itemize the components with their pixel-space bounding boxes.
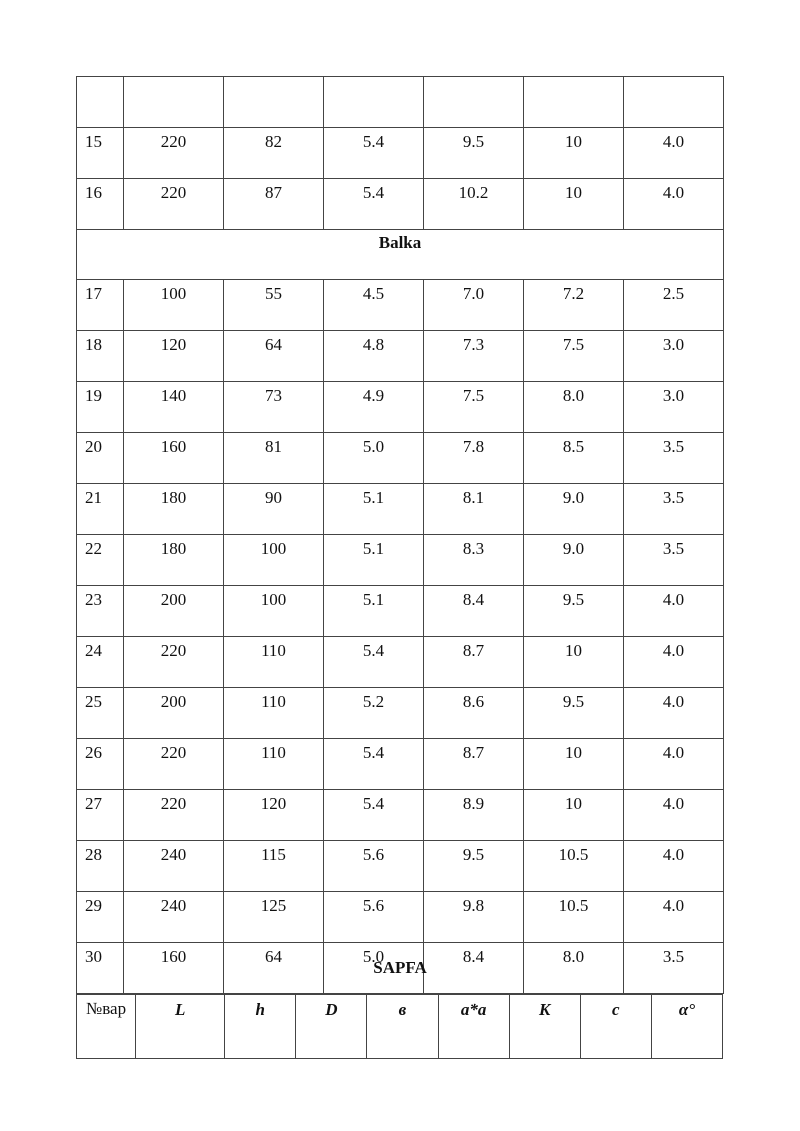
table-cell: 110 [224, 637, 324, 688]
table-cell: 10 [524, 128, 624, 179]
table-cell: 8.4 [424, 586, 524, 637]
table-cell: 3.5 [624, 535, 724, 586]
row-number-cell: 20 [77, 433, 124, 484]
row-number-cell: 25 [77, 688, 124, 739]
row-number-cell: 18 [77, 331, 124, 382]
table-cell: 5.4 [324, 637, 424, 688]
table-cell: 5.1 [324, 586, 424, 637]
table-row [77, 688, 724, 739]
table-cell: 5.6 [324, 892, 424, 943]
table-row [77, 892, 724, 943]
table-row [77, 739, 724, 790]
table-row [77, 433, 724, 484]
table-cell: 8.7 [424, 739, 524, 790]
table-cell: 4.0 [624, 892, 724, 943]
section-label: Balka [77, 230, 724, 280]
table-cell: 3.5 [624, 484, 724, 535]
table-row [77, 790, 724, 841]
table-cell: 64 [224, 943, 324, 994]
table-cell: 8.7 [424, 637, 524, 688]
table-cell: 180 [124, 535, 224, 586]
table-cell: 5.1 [324, 484, 424, 535]
table-cell: 180 [124, 484, 224, 535]
table-cell: 4.0 [624, 179, 724, 230]
table-cell [124, 77, 224, 128]
table-cell: 7.5 [524, 331, 624, 382]
sapfa-table [76, 994, 723, 1059]
table-cell: 220 [124, 179, 224, 230]
row-number-cell: 28 [77, 841, 124, 892]
table-cell [424, 77, 524, 128]
table-cell: 240 [124, 892, 224, 943]
table-cell: 125 [224, 892, 324, 943]
table-cell: 8.0 [524, 943, 624, 994]
dimensions-table [76, 76, 724, 994]
header-v: в [367, 995, 438, 1059]
header-variant-number: №вар [77, 995, 136, 1059]
row-number-cell: 22 [77, 535, 124, 586]
table-cell: 3.0 [624, 382, 724, 433]
table-cell: 8.0 [524, 382, 624, 433]
header-c: c [580, 995, 651, 1059]
table-cell: 8.4 [424, 943, 524, 994]
table-cell: 115 [224, 841, 324, 892]
table-cell: 100 [124, 280, 224, 331]
table-cell: 10.2 [424, 179, 524, 230]
table-cell: 100 [224, 586, 324, 637]
table-cell: 7.5 [424, 382, 524, 433]
table-cell: 3.5 [624, 433, 724, 484]
table-row [77, 637, 724, 688]
table-cell: 200 [124, 586, 224, 637]
table-cell: 8.1 [424, 484, 524, 535]
row-number-cell: 26 [77, 739, 124, 790]
table-row [77, 586, 724, 637]
table-row [77, 128, 724, 179]
table-cell: 90 [224, 484, 324, 535]
table-cell: 5.2 [324, 688, 424, 739]
table-cell: 10 [524, 790, 624, 841]
header-d: D [296, 995, 367, 1059]
table-cell: 220 [124, 128, 224, 179]
table-cell: 160 [124, 943, 224, 994]
table-cell: 9.5 [524, 688, 624, 739]
dimensions-table-body [77, 77, 724, 994]
row-number-cell: 27 [77, 790, 124, 841]
table-cell: 120 [124, 331, 224, 382]
table-cell: 64 [224, 331, 324, 382]
section-row [77, 230, 724, 280]
table-cell: 5.4 [324, 128, 424, 179]
row-number-cell: 23 [77, 586, 124, 637]
table-cell: 7.3 [424, 331, 524, 382]
table-cell: 4.0 [624, 586, 724, 637]
table-cell: 5.0 [324, 943, 424, 994]
row-number-cell: 19 [77, 382, 124, 433]
table-cell: 10.5 [524, 841, 624, 892]
table-cell: 2.5 [624, 280, 724, 331]
table-cell: 4.0 [624, 739, 724, 790]
table-cell: 10 [524, 739, 624, 790]
table-cell: 160 [124, 433, 224, 484]
table-cell: 120 [224, 790, 324, 841]
table-cell: 4.9 [324, 382, 424, 433]
table-cell: 4.5 [324, 280, 424, 331]
row-number-cell: 24 [77, 637, 124, 688]
table-cell: 8.9 [424, 790, 524, 841]
table-cell: 240 [124, 841, 224, 892]
table-cell: 81 [224, 433, 324, 484]
table-cell: 5.1 [324, 535, 424, 586]
row-number-cell: 17 [77, 280, 124, 331]
header-h: h [225, 995, 296, 1059]
table-cell: 220 [124, 790, 224, 841]
table-cell: 5.4 [324, 790, 424, 841]
table-cell: 100 [224, 535, 324, 586]
row-number-cell: 30 [77, 943, 124, 994]
table-row [77, 484, 724, 535]
table-cell: 8.3 [424, 535, 524, 586]
table-cell: 5.4 [324, 179, 424, 230]
table-cell: 8.6 [424, 688, 524, 739]
table-row [77, 841, 724, 892]
sapfa-header-row [77, 995, 723, 1059]
table-cell: 220 [124, 637, 224, 688]
table-cell [624, 77, 724, 128]
header-alpha: α° [651, 995, 722, 1059]
table-cell: 5.0 [324, 433, 424, 484]
table-cell: 9.8 [424, 892, 524, 943]
table-cell: 7.0 [424, 280, 524, 331]
table-cell: 7.8 [424, 433, 524, 484]
table-cell: 9.5 [424, 841, 524, 892]
table-cell: 5.4 [324, 739, 424, 790]
table-cell: 82 [224, 128, 324, 179]
table-cell: 140 [124, 382, 224, 433]
table-row [77, 179, 724, 230]
table-cell: 8.5 [524, 433, 624, 484]
header-l: L [136, 995, 225, 1059]
table-cell: 110 [224, 739, 324, 790]
table-row [77, 382, 724, 433]
row-number-cell: 29 [77, 892, 124, 943]
table-cell: 4.0 [624, 841, 724, 892]
table-cell: 10 [524, 637, 624, 688]
table-cell [224, 77, 324, 128]
table-cell [324, 77, 424, 128]
header-axa: a*a [438, 995, 509, 1059]
header-k: K [509, 995, 580, 1059]
row-number-cell [77, 77, 124, 128]
table-cell: 5.6 [324, 841, 424, 892]
table-row [77, 280, 724, 331]
table-cell: 9.0 [524, 484, 624, 535]
table-cell: 9.0 [524, 535, 624, 586]
row-number-cell: 16 [77, 179, 124, 230]
table-cell: 200 [124, 688, 224, 739]
table-cell [524, 77, 624, 128]
table-row [77, 535, 724, 586]
table-cell: 4.8 [324, 331, 424, 382]
table-cell: 4.0 [624, 637, 724, 688]
table-cell: 4.0 [624, 128, 724, 179]
row-number-cell: 15 [77, 128, 124, 179]
row-number-cell: 21 [77, 484, 124, 535]
table-cell: 55 [224, 280, 324, 331]
table-row [77, 331, 724, 382]
table-cell: 110 [224, 688, 324, 739]
table-cell: 10 [524, 179, 624, 230]
table-row [77, 77, 724, 128]
table-cell: 9.5 [424, 128, 524, 179]
table-cell: 9.5 [524, 586, 624, 637]
table-cell: 10.5 [524, 892, 624, 943]
table-cell: 87 [224, 179, 324, 230]
table-cell: 3.5 [624, 943, 724, 994]
table-cell: 3.0 [624, 331, 724, 382]
table-cell: 4.0 [624, 688, 724, 739]
table-cell: 7.2 [524, 280, 624, 331]
table-cell: 73 [224, 382, 324, 433]
sapfa-title: SAPFA [373, 958, 427, 977]
table-cell: 4.0 [624, 790, 724, 841]
table-cell: 220 [124, 739, 224, 790]
